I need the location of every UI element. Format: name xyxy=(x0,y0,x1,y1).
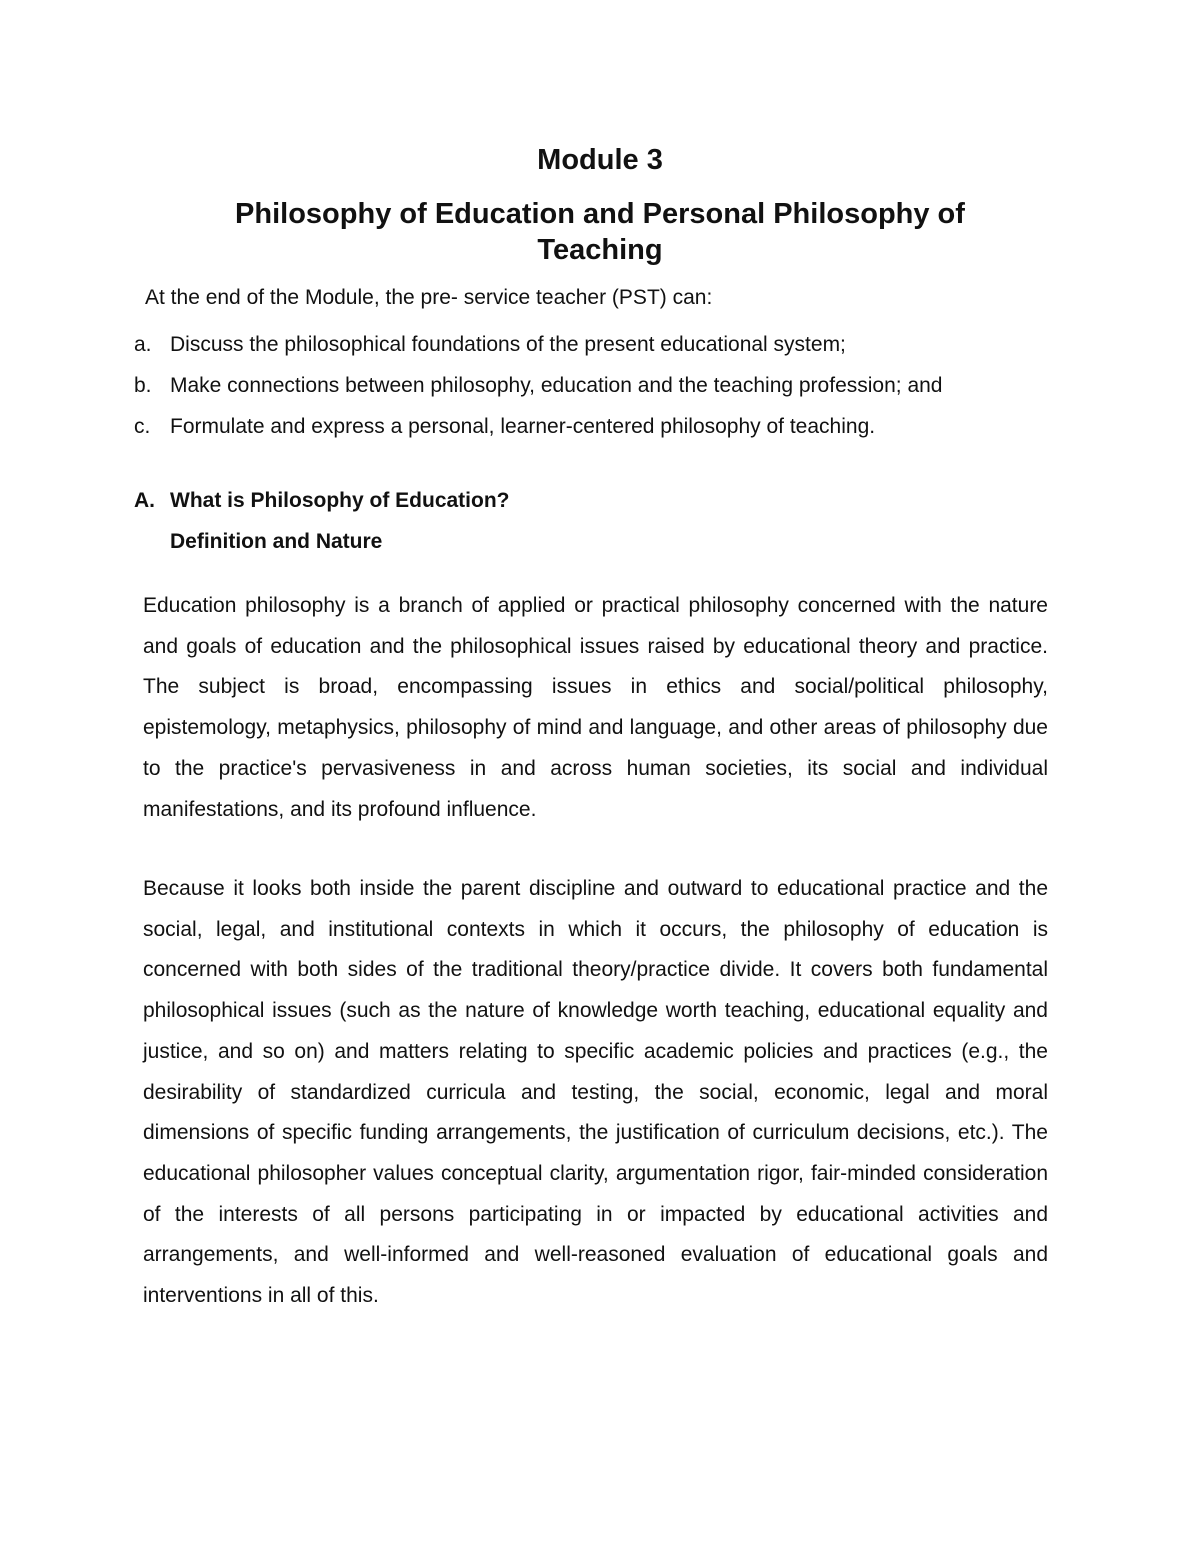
objective-text: Discuss the philosophical foundations of the present educational system; xyxy=(170,333,846,356)
body-paragraph: Because it looks both inside the parent discipline and outward to educational practice and the social, legal, and institutional contexts in which it occurs, the philosophy of education is concerned with both sides of the traditional theory/practice divide. It covers both fundamental philosophical issues (such as the nature of knowledge worth teaching, educational equality and justice, and so on) and matters relating to specific academic policies and practices (e.g., the desirability of standardized curricula and testing, the social, economic, legal and moral dimensions of specific funding arrangements, the justification of curriculum decisions, etc.). The educational philosopher values conceptual clarity, argumentation rigor, fair-minded consideration of the interests of all persons participating in or impacted by educational activities and arrangements, and well-informed and well-reasoned evaluation of educational goals and interventions in all of this. xyxy=(143,877,1048,1308)
objective-item xyxy=(134,365,942,406)
module-title: Module 3 xyxy=(537,144,663,176)
section-heading-text: What is Philosophy of Education? xyxy=(170,489,510,512)
objectives-intro: At the end of the Module, the pre- service teacher (PST) can: xyxy=(145,286,713,309)
objectives-list xyxy=(134,324,942,447)
document-title: Philosophy of Education and Personal Philosophy of Teaching xyxy=(235,198,965,266)
objective-text: Make connections between philosophy, education and the teaching profession; and xyxy=(170,374,943,397)
body-paragraph: Education philosophy is a branch of applied or practical philosophy concerned with the nature and goals of education and the philosophical issues raised by educational theory and practice. The subject is broad, encompassing issues in ethics and social/political philosophy, epistemology, metaphysics, philosophy of mind and language, and other areas of philosophy due to the practice's pervasiveness in and across human societies, its social and individual manifestations, and its profound influence. xyxy=(143,594,1048,821)
section-heading xyxy=(134,480,510,521)
objective-item xyxy=(134,406,942,447)
section-letter: A. xyxy=(134,489,155,512)
objective-letter: c. xyxy=(134,415,151,438)
objective-text: Formulate and express a personal, learner-centered philosophy of teaching. xyxy=(170,415,876,438)
subsection-heading: Definition and Nature xyxy=(170,530,383,553)
objective-letter: b. xyxy=(134,374,152,397)
objective-item xyxy=(134,324,942,365)
objective-letter: a. xyxy=(134,333,152,356)
